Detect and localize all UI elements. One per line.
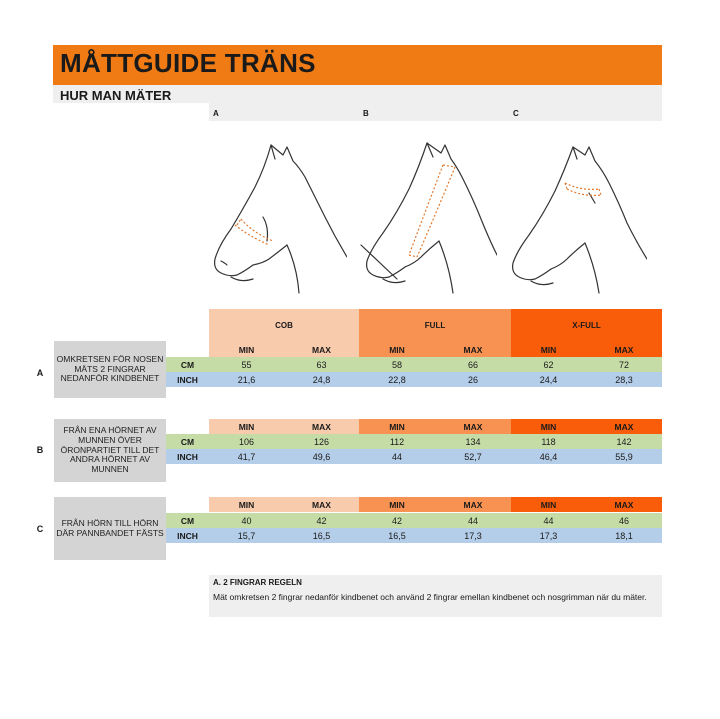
cell-c-cm-full-max: 44	[467, 515, 478, 526]
column-letter-c: C	[513, 109, 519, 118]
max-label: MAX	[284, 497, 359, 512]
min-label: MIN	[511, 419, 586, 434]
cell-b-cm-full-max: 134	[465, 436, 481, 447]
max-label: MAX	[435, 342, 511, 357]
min-label: MIN	[511, 342, 586, 357]
cell-b-inch-cob-min: 41,7	[237, 451, 256, 462]
cell-c-cm-xfull-max: 46	[618, 515, 629, 526]
cell-b-cm-full-min: 112	[389, 436, 405, 447]
size-header-full: FULL	[359, 309, 511, 342]
cell-a-cm-xfull-min: 62	[543, 359, 554, 370]
cm-label: CM	[180, 515, 195, 526]
cell-c-cm-cob-min: 40	[241, 515, 252, 526]
max-label: MAX	[435, 419, 511, 434]
cell-b-cm-xfull-min: 118	[541, 436, 556, 447]
cm-label: CM	[180, 436, 195, 447]
section-b-description: FRÅN ENA HÖRNET AV MUNNEN ÖVER ÖRONPARTIET TILL DET ANDRA HÖRNET AV MUNNEN	[54, 419, 166, 482]
cell-c-inch-full-min: 16,5	[388, 530, 406, 541]
cell-b-cm-cob-min: 106	[238, 436, 255, 447]
cell-a-cm-full-min: 58	[391, 359, 402, 370]
horse-head-illustration-a	[207, 137, 347, 297]
min-label: MIN	[209, 342, 284, 357]
size-header-xfull: X-FULL	[511, 309, 662, 342]
subtitle-bar-cutout	[53, 103, 209, 121]
cell-b-inch-xfull-max: 55,9	[615, 451, 633, 462]
max-label: MAX	[284, 419, 359, 434]
cell-c-inch-full-max: 17,3	[464, 530, 482, 541]
page-title: MÅTTGUIDE TRÄNS	[60, 48, 316, 78]
min-label: MIN	[359, 497, 435, 512]
cell-a-inch-cob-min: 21,6	[237, 374, 256, 385]
cell-c-cm-cob-max: 42	[316, 515, 327, 526]
cell-a-cm-cob-max: 63	[316, 359, 327, 370]
max-label: MAX	[586, 342, 662, 357]
inch-label: INCH	[177, 374, 198, 385]
section-letter-a: A	[36, 368, 44, 378]
inch-label: INCH	[177, 451, 198, 462]
cell-a-cm-xfull-max: 72	[618, 359, 629, 370]
column-letter-a: A	[213, 109, 219, 118]
section-a-description: OMKRETSEN FÖR NOSEN MÄTS 2 FINGRAR NEDANFÖR KINDBENET	[54, 341, 166, 398]
cell-c-cm-xfull-min: 44	[543, 515, 554, 526]
cell-c-inch-cob-max: 16,5	[312, 530, 331, 541]
cell-a-cm-cob-min: 55	[241, 359, 252, 370]
cell-a-inch-full-min: 22,8	[388, 374, 406, 385]
min-label: MIN	[511, 497, 586, 512]
cell-b-cm-cob-max: 126	[313, 436, 330, 447]
cell-a-cm-full-max: 66	[467, 359, 478, 370]
cell-c-inch-xfull-max: 18,1	[615, 530, 633, 541]
min-label: MIN	[209, 497, 284, 512]
size-header-cob: COB	[209, 309, 359, 342]
cell-c-cm-full-min: 42	[391, 515, 402, 526]
cell-c-inch-cob-min: 15,7	[237, 530, 256, 541]
cell-b-inch-xfull-min: 46,4	[539, 451, 558, 462]
min-label: MIN	[209, 419, 284, 434]
note-text: Mät omkretsen 2 fingrar nedanför kindbenet och använd 2 fingrar emellan kindbenet och nosgrimman när du mäter.	[213, 592, 647, 602]
section-letter-c: C	[36, 524, 44, 534]
horse-head-illustration-b	[357, 137, 497, 297]
cell-c-inch-xfull-min: 17,3	[539, 530, 558, 541]
min-label: MIN	[359, 419, 435, 434]
max-label: MAX	[586, 497, 662, 512]
cell-a-inch-cob-max: 24,8	[312, 374, 331, 385]
section-c-description: FRÅN HÖRN TILL HÖRN DÄR PANNBANDET FÄSTS	[54, 497, 166, 560]
column-letter-b: B	[363, 109, 369, 118]
inch-label: INCH	[177, 530, 198, 541]
cell-a-inch-xfull-max: 28,3	[615, 374, 633, 385]
max-label: MAX	[435, 497, 511, 512]
note-title: A. 2 FINGRAR REGELN	[213, 578, 302, 587]
section-letter-b: B	[36, 445, 44, 455]
cell-b-inch-cob-max: 49,6	[312, 451, 331, 462]
cell-a-inch-full-max: 26	[467, 374, 478, 385]
min-label: MIN	[359, 342, 435, 357]
cell-b-inch-full-max: 52,7	[464, 451, 482, 462]
cell-b-inch-full-min: 44	[391, 451, 402, 462]
max-label: MAX	[284, 342, 359, 357]
cell-b-cm-xfull-max: 142	[616, 436, 632, 447]
cell-a-inch-xfull-min: 24,4	[539, 374, 558, 385]
page-subtitle: HUR MAN MÄTER	[60, 88, 172, 103]
horse-head-illustration-c	[507, 137, 647, 297]
max-label: MAX	[586, 419, 662, 434]
cm-label: CM	[180, 359, 195, 370]
